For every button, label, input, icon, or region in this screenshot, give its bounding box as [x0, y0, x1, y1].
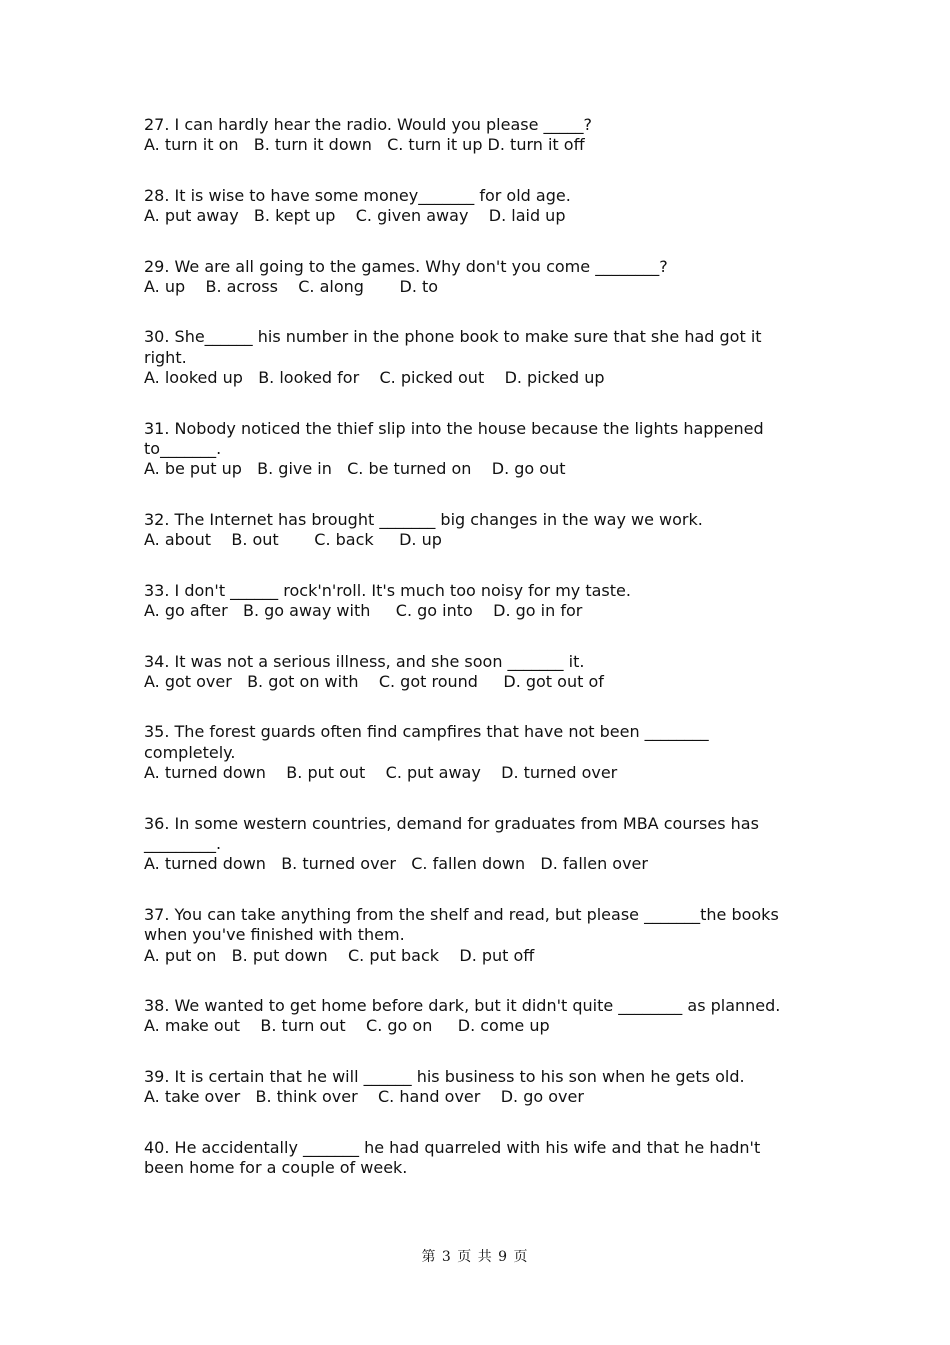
question-item: [144, 652, 804, 693]
question-item: [144, 814, 804, 875]
question-stem: 40. He accidentally _______ he had quarreled with his wife and that he hadn't been home for a couple of week.: [144, 1137, 766, 1177]
question-options: A. looked up B. looked for C. picked out D. picked up: [144, 368, 605, 388]
question-stem: 33. I don't ______ rock'n'roll. It's much too noisy for my taste.: [144, 580, 631, 600]
question-options: A. put on B. put down C. put back D. put off: [144, 945, 535, 965]
question-options: A. take over B. think over C. hand over D. go over: [144, 1087, 584, 1107]
question-stem: 31. Nobody noticed the thief slip into the house because the lights happened to_______.: [144, 418, 769, 459]
question-options: A. up B. across C. along D. to: [144, 277, 439, 297]
question-options: A. turned down B. put out C. put away D. turned over: [144, 763, 618, 783]
question-stem: 36. In some western countries, demand for graduates from MBA courses has _________.: [144, 813, 764, 853]
question-stem: 27. I can hardly hear the radio. Would you please _____?: [144, 115, 593, 134]
question-options: A. be put up B. give in C. be turned on D. go out: [144, 459, 566, 479]
question-stem: 37. You can take anything from the shelf and read, but please _______the books when you've finished with them.: [144, 904, 784, 945]
question-item: [144, 1067, 804, 1108]
question-stem: 32. The Internet has brought _______ big changes in the way we work.: [144, 509, 703, 529]
question-stem: 34. It was not a serious illness, and she soon _______ it.: [144, 651, 585, 671]
question-item: [144, 581, 804, 622]
question-item: [144, 510, 804, 551]
question-stem: 38. We wanted to get home before dark, but it didn't quite ________ as planned.: [144, 995, 781, 1015]
question-stem: 39. It is certain that he will ______ his business to his son when he gets old.: [144, 1066, 745, 1086]
question-item: [144, 115, 804, 156]
question-item: [144, 905, 804, 966]
question-item: [144, 996, 804, 1037]
question-options: A. got over B. got on with C. got round D. got out of: [144, 671, 604, 691]
question-item: [144, 186, 804, 227]
page-number-footer: 第 3 页 共 9 页: [421, 1249, 529, 1265]
question-stem: 35. The forest guards often find campfires that have not been ________ completely.: [144, 722, 714, 762]
question-stem: 28. It is wise to have some money_______ for old age.: [144, 185, 571, 205]
question-stem: 30. She______ his number in the phone book to make sure that she had got it right.: [144, 327, 767, 367]
question-options: A. go after B. go away with C. go into D. go in for: [144, 601, 583, 621]
question-options: A. about B. out C. back D. up: [144, 530, 442, 550]
question-item: [144, 327, 804, 388]
question-item: [144, 419, 804, 480]
question-item: [144, 1138, 804, 1179]
question-options: A. make out B. turn out C. go on D. come up: [144, 1016, 550, 1036]
question-item: [144, 257, 804, 298]
question-item: [144, 722, 804, 783]
question-options: A. turn it on B. turn it down C. turn it up D. turn it off: [144, 135, 585, 155]
question-list: [144, 115, 804, 1208]
question-options: A. put away B. kept up C. given away D. laid up: [144, 206, 566, 226]
question-stem: 29. We are all going to the games. Why don't you come ________?: [144, 256, 668, 276]
question-options: A. turned down B. turned over C. fallen down D. fallen over: [144, 854, 648, 874]
